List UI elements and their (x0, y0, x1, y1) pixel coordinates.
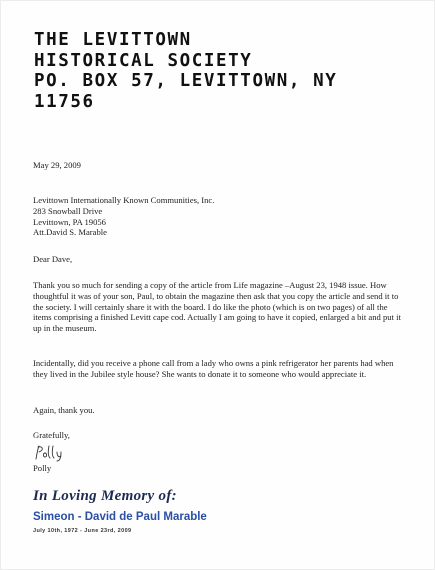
letterhead-line-4: 11756 (34, 91, 95, 112)
letterhead-line-1: THE LEVITTOWN (34, 30, 192, 50)
handwritten-signature (33, 444, 75, 462)
body-paragraph-2: Incidentally, did you receive a phone call from a lady who owns a pink refrigerator her parents had when they lived in the Jubilee style house? She wants to donate it to someone who would appreciate it. (33, 358, 394, 379)
memorial-dates: July 10th, 1972 - June 23rd, 2009 (33, 528, 132, 534)
complimentary-close: Gratefully, (33, 430, 70, 440)
recipient-line-4: Att.David S. Marable (33, 227, 107, 238)
greeting: Dear Dave, (33, 254, 73, 264)
memorial-name: Simeon - David de Paul Marable (33, 511, 207, 523)
closing-line: Again, thank you. (33, 405, 95, 415)
body-paragraph-1: Thank you so much for sending a copy of the article from Life magazine –August 23, 1948 issue. How thoughtful it was of your son, Paul, to obtain the magazine then ask that you copy the article and send it to the society. I will certainly share it with the board. I do like the photo (which is on two pages) of all the items comprising a finished Levitt cape cod. Actually I am going to have it copied, enlarged a bit and put it up in the museum. (33, 280, 401, 334)
recipient-address (33, 195, 214, 238)
memorial-title: In Loving Memory of: (33, 488, 177, 504)
letterhead-line-3: PO. BOX 57, LEVITTOWN, NY (34, 71, 338, 91)
letterhead (34, 30, 424, 112)
letter-date: May 29, 2009 (33, 160, 81, 170)
recipient-line-1: Levittown Internationally Known Communities, Inc. (33, 195, 215, 205)
signer-name: Polly (33, 463, 52, 473)
recipient-line-2: 283 Snowball Drive (33, 205, 103, 216)
letterhead-line-2: HISTORICAL SOCIETY (34, 50, 253, 71)
recipient-line-3: Levittown, PA 19056 (33, 216, 106, 227)
